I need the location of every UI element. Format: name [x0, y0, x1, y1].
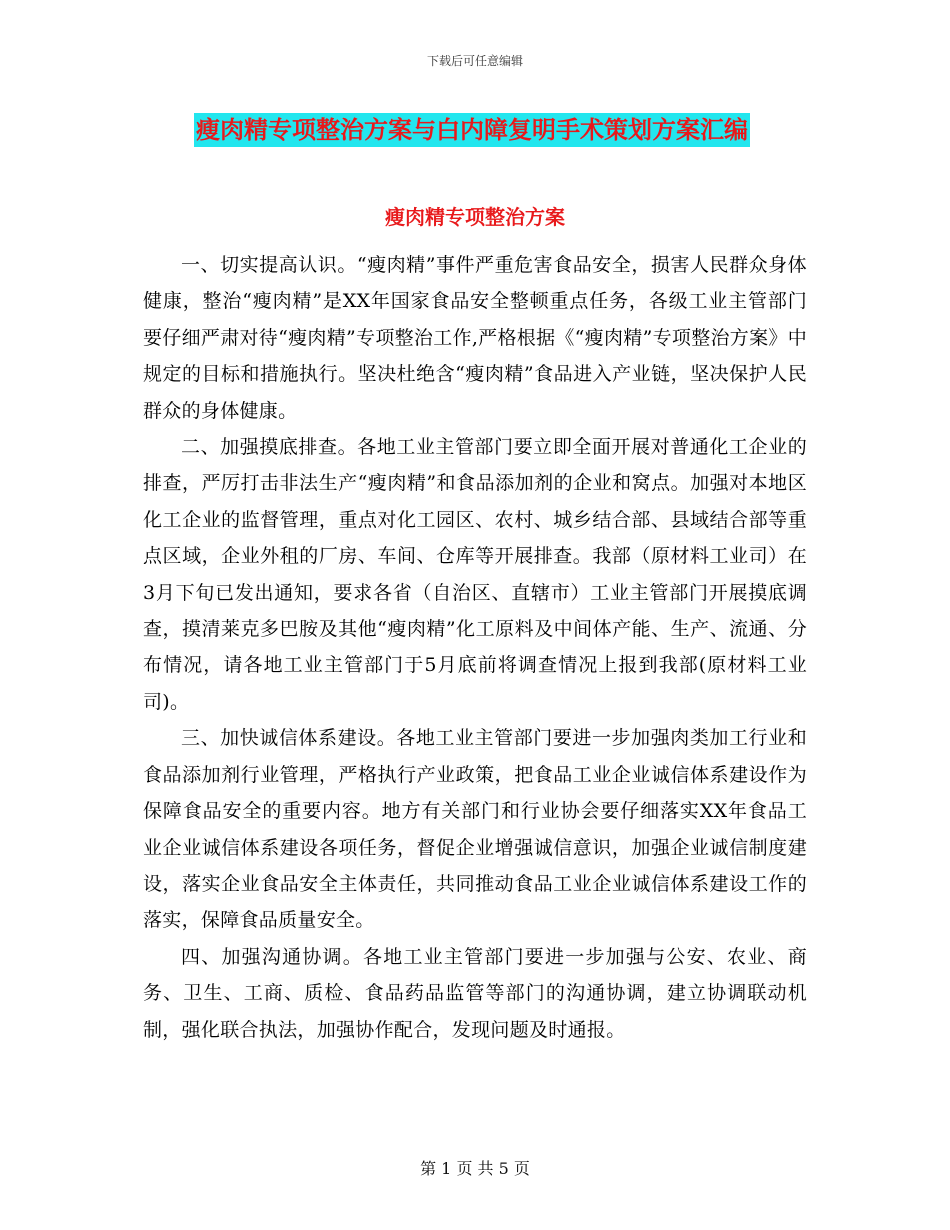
page-footer: 第 1 页 共 5 页: [420, 1159, 530, 1178]
paragraph-2: 二、加强摸底排查。各地工业主管部门要立即全面开展对普通化工企业的排查，严厉打击非法生产“瘦肉精”和食品添加剂的企业和窝点。加强对本地区化工企业的监督管理，重点对化工园区、农村、城乡结合部、县域结合部等重点区域，企业外租的厂房、车间、仓库等开展排查。我部（原材料工业司）在3月下旬已发出通知，要求各省（自治区、直辖市）工业主管部门开展摸底调查，摸清莱克多巴胺及其他“瘦肉精”化工原料及中间体产能、生产、流通、分布情况，请各地工业主管部门于5月底前将调查情况上报到我部(原材料工业司)。: [143, 436, 807, 713]
section-title: 瘦肉精专项整治方案: [385, 205, 565, 229]
paragraph-3: 三、加快诚信体系建设。各地工业主管部门要进一步加强肉类加工行业和食品添加剂行业管理，严格执行产业政策，把食品工业企业诚信体系建设作为保障食品安全的重要内容。地方有关部门和行业协会要仔细落实XX年食品工业企业诚信体系建设各项任务，督促企业增强诚信意识，加强企业诚信制度建设，落实企业食品安全主体责任，共同推动食品工业企业诚信体系建设工作的落实，保障食品质量安全。: [143, 727, 807, 932]
paragraph-1: 一、切实提高认识。“瘦肉精”事件严重危害食品安全，损害人民群众身体健康，整治“瘦肉精”是XX年国家食品安全整顿重点任务，各级工业主管部门要仔细严肃对待“瘦肉精”专项整治工作,严格根据《“瘦肉精”专项整治方案》中规定的目标和措施执行。坚决杜绝含“瘦肉精”食品进入产业链，坚决保护人民群众的身体健康。: [143, 254, 807, 422]
paragraph-4: 四、加强沟通协调。各地工业主管部门要进一步加强与公安、农业、商务、卫生、工商、质检、食品药品监管等部门的沟通协调，建立协调联动机制，强化联合执法，加强协作配合，发现问题及时通报。: [143, 945, 807, 1041]
document-body: [143, 247, 807, 1048]
document-title: 瘦肉精专项整治方案与白内障复明手术策划方案汇编: [194, 113, 750, 147]
header-note: 下载后可任意编辑: [426, 54, 523, 68]
